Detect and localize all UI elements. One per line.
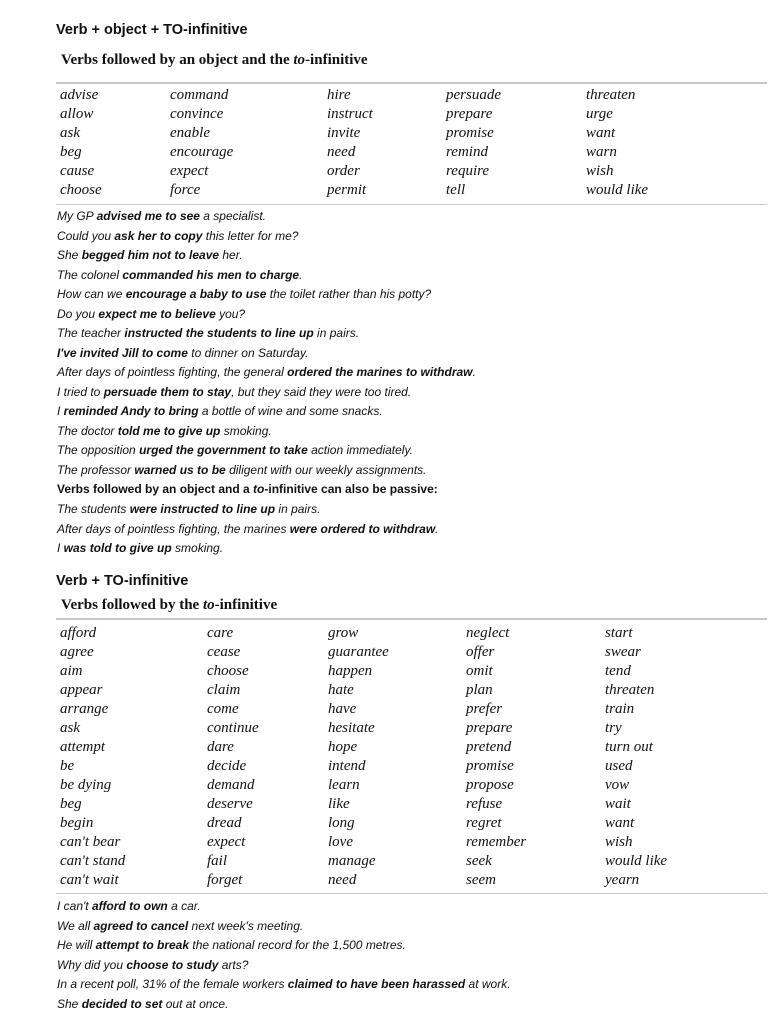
verb-cell: force	[170, 182, 201, 198]
example-text: a specialist.	[199, 209, 266, 223]
verb-cell: start	[605, 625, 633, 641]
example-text: , but they said they were too tired.	[231, 384, 412, 399]
example-sentence	[57, 897, 762, 917]
example-sentence	[57, 956, 762, 976]
section2-table-bottom-rule	[56, 893, 767, 894]
example-text: arts?	[218, 957, 249, 972]
verb-row	[0, 181, 768, 200]
section1-examples	[57, 207, 762, 480]
verb-cell: seek	[466, 853, 492, 869]
verb-cell: hesitate	[328, 720, 375, 736]
verb-cell: claim	[207, 682, 241, 698]
example-text: She	[57, 248, 82, 262]
example-text: to dinner on Saturday.	[187, 345, 309, 360]
example-highlight: decided to set	[81, 996, 163, 1011]
example-highlight: afford to own	[91, 899, 168, 913]
verb-cell: invite	[327, 125, 361, 141]
verb-cell: promise	[446, 125, 494, 141]
verb-cell: urge	[586, 106, 613, 122]
section1-verb-table	[0, 86, 768, 200]
example-text: next week's meeting.	[188, 918, 304, 933]
example-sentence	[57, 441, 762, 461]
verb-cell: omit	[466, 663, 493, 679]
verb-cell: regret	[466, 815, 502, 831]
verb-cell: remind	[446, 144, 488, 160]
verb-row	[0, 162, 768, 181]
verb-cell: enable	[170, 125, 210, 141]
section1-table-bottom-rule	[56, 204, 767, 205]
example-text: Could you	[57, 228, 115, 243]
verb-cell: can't wait	[60, 872, 119, 888]
verb-cell: need	[327, 144, 356, 160]
example-text: in pairs.	[313, 326, 360, 340]
example-sentence	[57, 246, 762, 266]
example-text: Do you	[57, 306, 99, 321]
verb-cell: attempt	[60, 739, 105, 755]
verb-row	[0, 681, 768, 700]
verb-cell: remember	[466, 834, 527, 850]
verb-cell: swear	[605, 644, 641, 660]
verb-cell: persuade	[446, 87, 501, 103]
example-text: We all	[57, 918, 94, 933]
example-sentence	[57, 500, 762, 520]
example-text: smoking.	[171, 541, 224, 555]
example-sentence	[57, 520, 762, 540]
example-text: action immediately.	[307, 443, 413, 457]
example-highlight: attempt to break	[95, 938, 190, 952]
verb-cell: need	[328, 872, 357, 888]
example-text: After days of pointless fighting, the general	[57, 365, 288, 379]
verb-cell: manage	[328, 853, 376, 869]
verb-cell: demand	[207, 777, 255, 793]
verb-cell: wait	[605, 796, 631, 812]
verb-row	[0, 852, 768, 871]
verb-row	[0, 124, 768, 143]
verb-cell: encourage	[170, 144, 234, 160]
example-text: The opposition	[57, 443, 140, 457]
verb-row	[0, 624, 768, 643]
verb-cell: expect	[207, 834, 246, 850]
example-highlight: ordered the marines to withdraw	[287, 365, 473, 379]
example-text: .	[435, 521, 439, 536]
verb-cell: would like	[605, 853, 668, 869]
verb-cell: care	[207, 625, 234, 641]
verb-cell: expect	[170, 163, 209, 179]
verb-cell: afford	[60, 625, 97, 641]
example-text: The teacher	[57, 326, 125, 340]
section2-table-top-rule	[56, 618, 767, 620]
verb-cell: love	[328, 834, 353, 850]
section2-verb-table	[0, 624, 768, 890]
verb-row	[0, 105, 768, 124]
verb-cell: prepare	[446, 106, 493, 122]
verb-cell: instruct	[327, 106, 373, 122]
verb-cell: intend	[328, 758, 366, 774]
verb-cell: hope	[328, 739, 358, 755]
verb-cell: pretend	[466, 739, 512, 755]
verb-row	[0, 757, 768, 776]
example-text: I tried to	[57, 384, 104, 399]
verb-cell: can't bear	[60, 834, 121, 850]
example-text: The doctor	[57, 423, 118, 438]
verb-row	[0, 662, 768, 681]
verb-cell: yearn	[605, 872, 640, 888]
example-sentence	[57, 936, 762, 956]
example-highlight: choose to study	[126, 957, 219, 972]
verb-cell: threaten	[586, 87, 636, 103]
verb-cell: command	[170, 87, 229, 103]
example-sentence	[57, 227, 762, 247]
verb-cell: tell	[446, 182, 466, 198]
example-text: the toilet rather than his potty?	[266, 287, 432, 301]
example-text: I	[57, 404, 64, 418]
verb-cell: like	[328, 796, 350, 812]
example-highlight: urged the government to take	[139, 443, 308, 457]
verb-cell: prefer	[466, 701, 503, 717]
example-sentence	[57, 207, 762, 227]
verb-cell: allow	[60, 106, 94, 122]
verb-cell: ask	[60, 125, 80, 141]
verb-cell: aim	[60, 663, 83, 679]
example-text: the national record for the 1,500 metres.	[189, 938, 406, 952]
example-sentence	[57, 363, 762, 383]
verb-cell: wish	[605, 834, 633, 850]
example-highlight: warned us to be	[134, 462, 226, 477]
verb-cell: refuse	[466, 796, 503, 812]
example-sentence	[57, 402, 762, 422]
verb-cell: advise	[60, 87, 99, 103]
example-text: .	[299, 267, 303, 282]
verb-row	[0, 643, 768, 662]
verb-cell: convince	[170, 106, 224, 122]
example-text: My GP	[57, 209, 97, 223]
example-text: I can't	[57, 899, 92, 913]
verb-cell: ask	[60, 720, 80, 736]
example-text: The students	[57, 502, 130, 516]
verb-cell: warn	[586, 144, 617, 160]
example-sentence	[57, 324, 762, 344]
verb-cell: can't stand	[60, 853, 126, 869]
example-highlight: was told to give up	[63, 541, 172, 555]
verb-row	[0, 719, 768, 738]
example-text: diligent with our weekly assignments.	[225, 462, 427, 477]
example-sentence	[57, 344, 762, 364]
verb-row	[0, 86, 768, 105]
verb-row	[0, 143, 768, 162]
verb-cell: order	[327, 163, 360, 179]
verb-cell: dare	[207, 739, 234, 755]
example-text: After days of pointless fighting, the marines	[57, 521, 290, 536]
verb-cell: long	[328, 815, 355, 831]
verb-cell: choose	[60, 182, 102, 198]
verb-cell: agree	[60, 644, 94, 660]
verb-cell: wish	[586, 163, 614, 179]
verb-cell: appear	[60, 682, 103, 698]
verb-cell: grow	[328, 625, 359, 641]
example-text: Why did you	[57, 957, 127, 972]
verb-cell: choose	[207, 663, 249, 679]
verb-cell: be dying	[60, 777, 112, 793]
example-text: her.	[219, 248, 243, 262]
verb-cell: seem	[466, 872, 496, 888]
verb-row	[0, 871, 768, 890]
example-highlight: advised me to see	[96, 209, 200, 223]
verb-cell: begin	[60, 815, 94, 831]
example-highlight: were ordered to withdraw	[289, 521, 436, 536]
example-text: .	[472, 365, 476, 379]
verb-cell: try	[605, 720, 622, 736]
example-highlight: encourage a baby to use	[125, 287, 267, 301]
example-highlight: agreed to cancel	[93, 918, 189, 933]
section1-table-top-rule	[56, 82, 767, 84]
verb-cell: offer	[466, 644, 495, 660]
verb-row	[0, 738, 768, 757]
verb-cell: train	[605, 701, 635, 717]
verb-cell: vow	[605, 777, 630, 793]
example-sentence	[57, 305, 762, 325]
verb-cell: learn	[328, 777, 360, 793]
example-sentence	[57, 975, 762, 995]
verb-cell: propose	[466, 777, 514, 793]
section1-heading: Verb + object + TO-infinitive	[56, 22, 248, 38]
verb-cell: prepare	[466, 720, 513, 736]
example-highlight: persuade them to stay	[103, 384, 232, 399]
verb-row	[0, 700, 768, 719]
verb-cell: be	[60, 758, 75, 774]
verb-cell: decide	[207, 758, 247, 774]
verb-cell: plan	[466, 682, 493, 698]
example-text: smoking.	[220, 423, 272, 438]
example-text: He will	[57, 938, 96, 952]
example-highlight: were instructed to line up	[129, 502, 276, 516]
verb-cell: require	[446, 163, 490, 179]
verb-cell: promise	[466, 758, 514, 774]
verb-cell: forget	[207, 872, 243, 888]
verb-row	[0, 833, 768, 852]
example-sentence	[57, 266, 762, 286]
verb-cell: hate	[328, 682, 354, 698]
example-text: you?	[215, 306, 246, 321]
verb-cell: guarantee	[328, 644, 389, 660]
example-highlight: ask her to copy	[114, 228, 203, 243]
verb-cell: fail	[207, 853, 228, 869]
verb-cell: permit	[327, 182, 367, 198]
verb-cell: beg	[60, 796, 82, 812]
verb-row	[0, 814, 768, 833]
example-text: She	[57, 996, 82, 1011]
verb-cell: used	[605, 758, 633, 774]
example-text: In a recent poll, 31% of the female workers	[57, 977, 288, 991]
verb-cell: cause	[60, 163, 95, 179]
verb-cell: want	[605, 815, 635, 831]
verb-cell: want	[586, 125, 616, 141]
example-text: out at once.	[162, 996, 229, 1011]
section2-heading: Verb + TO-infinitive	[56, 573, 189, 589]
example-highlight: told me to give up	[117, 423, 221, 438]
verb-row	[0, 776, 768, 795]
example-sentence	[57, 917, 762, 937]
verb-cell: hire	[327, 87, 351, 103]
example-text: How can we	[57, 287, 126, 301]
verb-cell: turn out	[605, 739, 653, 755]
example-highlight: expect me to believe	[98, 306, 216, 321]
example-sentence	[57, 461, 762, 481]
verb-cell: beg	[60, 144, 82, 160]
example-sentence	[57, 995, 762, 1015]
section2-subheading: Verbs followed by the to-infinitive	[61, 597, 278, 613]
section1-subheading: Verbs followed by an object and the to-infinitive	[61, 52, 368, 68]
verb-cell: deserve	[207, 796, 253, 812]
example-highlight: I've invited Jill to come	[57, 345, 188, 360]
verb-cell: come	[207, 701, 239, 717]
example-highlight: begged him not to leave	[81, 248, 220, 262]
section1-passive-note-block	[57, 480, 762, 500]
example-text: The colonel	[57, 267, 123, 282]
example-sentence	[57, 285, 762, 305]
example-text: The professor	[57, 462, 135, 477]
example-text: in pairs.	[275, 502, 321, 516]
example-highlight: commanded his men to charge	[122, 267, 300, 282]
example-sentence	[57, 539, 762, 559]
verb-cell: continue	[207, 720, 259, 736]
verb-cell: tend	[605, 663, 631, 679]
example-text: a bottle of wine and some snacks.	[198, 404, 383, 418]
example-sentence	[57, 422, 762, 442]
verb-cell: neglect	[466, 625, 510, 641]
verb-cell: dread	[207, 815, 242, 831]
passive-note: Verbs followed by an object and a to-infinitive can also be passive:	[57, 482, 438, 496]
example-text: at work.	[465, 977, 511, 991]
verb-cell: cease	[207, 644, 241, 660]
example-highlight: instructed the students to line up	[124, 326, 314, 340]
section1-passive-examples	[57, 500, 762, 559]
verb-row	[0, 795, 768, 814]
example-text: a car.	[167, 899, 201, 913]
verb-cell: threaten	[605, 682, 655, 698]
verb-cell: arrange	[60, 701, 109, 717]
example-highlight: claimed to have been harassed	[287, 977, 466, 991]
example-sentence	[57, 383, 762, 403]
section2-examples	[57, 897, 762, 1014]
verb-cell: have	[328, 701, 357, 717]
example-text: this letter for me?	[202, 228, 299, 243]
example-text: I	[57, 541, 64, 555]
verb-cell: happen	[328, 663, 373, 679]
verb-cell: would like	[586, 182, 649, 198]
example-highlight: reminded Andy to bring	[63, 404, 199, 418]
